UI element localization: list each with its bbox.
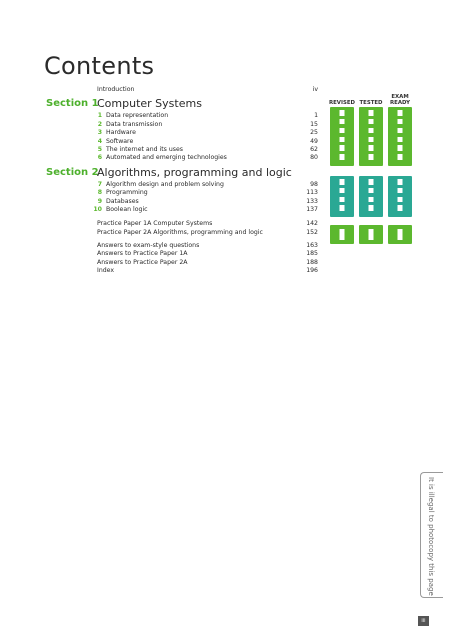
tracker-checkbox[interactable] xyxy=(340,145,345,151)
toc-row-answers-2a[interactable] xyxy=(46,259,318,267)
section-heading-1[interactable] xyxy=(46,97,318,112)
tracker-checkbox[interactable] xyxy=(398,145,403,151)
tracker-checkbox[interactable] xyxy=(369,154,374,160)
chapter-title: Boolean logic xyxy=(106,205,148,213)
tracker-checkbox[interactable] xyxy=(398,119,403,125)
tracker-column-tested-section-2 xyxy=(359,176,383,217)
tracker-checkbox[interactable] xyxy=(369,145,374,151)
toc-entry-text: Answers to Practice Paper 1A xyxy=(97,250,188,258)
tracker-checkbox[interactable] xyxy=(340,128,345,134)
chapter-number: 1 xyxy=(97,112,102,120)
table-of-contents xyxy=(46,86,318,276)
tracker-checkbox[interactable] xyxy=(340,229,345,240)
tracker-checkbox[interactable] xyxy=(398,197,403,203)
chapter-title: Software xyxy=(106,137,134,145)
tracker-checkbox[interactable] xyxy=(369,137,374,143)
chapter-title: Data representation xyxy=(106,112,169,120)
toc-entry-page: iv xyxy=(312,86,318,93)
tracker-column-revised-section-2 xyxy=(330,176,354,217)
chapter-page: 62 xyxy=(310,145,318,153)
tracker-checkbox[interactable] xyxy=(398,154,403,160)
page-title: Contents xyxy=(44,52,155,80)
tracker-checkbox[interactable] xyxy=(398,179,403,185)
tracker-checkbox[interactable] xyxy=(340,110,345,116)
toc-entry-text: Practice Paper 1A Computer Systems xyxy=(97,220,213,228)
side-tab-label: It is illegal to photocopy this page xyxy=(427,477,435,596)
chapter-number: 5 xyxy=(97,145,102,153)
chapter-page: 49 xyxy=(310,137,318,145)
chapter-page: 1 xyxy=(314,112,318,120)
section-title: Computer Systems xyxy=(97,97,202,111)
toc-row[interactable] xyxy=(46,121,318,129)
toc-row[interactable] xyxy=(46,189,318,197)
side-tab xyxy=(420,472,443,598)
tracker-header-tested: TESTED xyxy=(359,100,383,106)
section-label: Section 1 xyxy=(46,98,99,110)
toc-row[interactable] xyxy=(46,181,318,189)
toc-entry-page: 163 xyxy=(306,242,318,250)
chapter-number: 3 xyxy=(97,129,102,137)
toc-entry-text: Answers to exam-style questions xyxy=(97,242,200,250)
tracker-column-exam-ready-section-2 xyxy=(388,176,412,217)
tracker-header-revised: REVISED xyxy=(328,100,356,106)
tracker-checkbox[interactable] xyxy=(398,110,403,116)
chapter-number: 7 xyxy=(97,180,102,188)
chapter-number: 6 xyxy=(97,154,102,162)
tracker-checkbox[interactable] xyxy=(340,154,345,160)
toc-entry-text: Introduction xyxy=(97,86,135,93)
toc-row[interactable] xyxy=(46,146,318,154)
tracker-column-exam-ready-section-1 xyxy=(388,107,412,166)
toc-row-paper-2a[interactable] xyxy=(46,229,318,237)
chapter-title: Data transmission xyxy=(106,120,163,128)
chapter-page: 98 xyxy=(310,180,318,188)
section-title: Algorithms, programming and logic xyxy=(97,165,292,179)
tracker-checkbox[interactable] xyxy=(369,197,374,203)
toc-entry-page: 152 xyxy=(306,228,318,236)
tracker-checkbox[interactable] xyxy=(340,188,345,194)
tracker-checkbox[interactable] xyxy=(369,205,374,211)
toc-entry-page: 188 xyxy=(306,258,318,266)
toc-entry-page: 196 xyxy=(306,267,318,275)
toc-row[interactable] xyxy=(46,138,318,146)
chapter-number: 10 xyxy=(93,205,102,213)
tracker-header-exam-ready xyxy=(386,94,414,106)
tracker-header-ready-line: READY xyxy=(390,100,410,106)
chapter-title: Algorithm design and problem solving xyxy=(106,180,224,188)
toc-row-paper-1a[interactable] xyxy=(46,220,318,228)
section-label: Section 2 xyxy=(46,166,99,178)
chapter-number: 4 xyxy=(97,137,102,145)
toc-entry-page: 185 xyxy=(306,250,318,258)
toc-entry-page: 142 xyxy=(306,220,318,228)
tracker-checkbox[interactable] xyxy=(398,128,403,134)
tracker-checkbox[interactable] xyxy=(340,205,345,211)
tracker-checkbox[interactable] xyxy=(369,229,374,240)
toc-row-index[interactable] xyxy=(46,267,318,275)
chapter-page: 15 xyxy=(310,120,318,128)
tracker-checkbox[interactable] xyxy=(369,110,374,116)
tracker-checkbox[interactable] xyxy=(369,179,374,185)
tracker-column-tested-papers xyxy=(359,225,383,244)
chapter-title: Databases xyxy=(106,197,139,205)
page-number: iii xyxy=(418,616,429,626)
tracker-column-revised-papers xyxy=(330,225,354,244)
tracker-checkbox[interactable] xyxy=(398,137,403,143)
section-heading-2[interactable] xyxy=(46,166,318,181)
chapter-page: 137 xyxy=(306,205,318,213)
tracker-checkbox[interactable] xyxy=(398,229,403,240)
toc-row[interactable] xyxy=(46,112,318,120)
chapter-page: 25 xyxy=(310,129,318,137)
toc-row[interactable] xyxy=(46,206,318,214)
chapter-title: Hardware xyxy=(106,129,136,137)
chapter-title: Programming xyxy=(106,189,148,197)
tracker-checkbox[interactable] xyxy=(398,188,403,194)
toc-row-answers-1a[interactable] xyxy=(46,250,318,258)
chapter-number: 8 xyxy=(97,189,102,197)
tracker-checkbox[interactable] xyxy=(340,179,345,185)
tracker-checkbox[interactable] xyxy=(340,137,345,143)
toc-entry-text: Practice Paper 2A Algorithms, programming and logic xyxy=(97,228,263,236)
chapter-page: 113 xyxy=(306,189,318,197)
chapter-page: 133 xyxy=(306,197,318,205)
chapter-title: Automated and emerging technologies xyxy=(106,154,227,162)
chapter-page: 80 xyxy=(310,154,318,162)
chapter-number: 9 xyxy=(97,197,102,205)
toc-entry-text: Index xyxy=(97,267,115,275)
toc-row[interactable] xyxy=(46,129,318,137)
tracker-checkbox[interactable] xyxy=(369,119,374,125)
tracker-column-tested-section-1 xyxy=(359,107,383,166)
tracker-column-revised-section-1 xyxy=(330,107,354,166)
tracker-checkbox[interactable] xyxy=(340,119,345,125)
tracker-checkbox[interactable] xyxy=(398,205,403,211)
chapter-number: 2 xyxy=(97,120,102,128)
toc-row-answers[interactable] xyxy=(46,242,318,250)
toc-row[interactable] xyxy=(46,198,318,206)
toc-entry-text: Answers to Practice Paper 2A xyxy=(97,258,188,266)
toc-row-introduction[interactable] xyxy=(46,86,318,94)
tracker-checkbox[interactable] xyxy=(369,128,374,134)
tracker-header-exam-line: EXAM xyxy=(391,94,409,100)
tracker-checkbox[interactable] xyxy=(340,197,345,203)
tracker-checkbox[interactable] xyxy=(369,188,374,194)
chapter-title: The internet and its uses xyxy=(106,145,184,153)
toc-row[interactable] xyxy=(46,154,318,162)
tracker-column-exam-ready-papers xyxy=(388,225,412,244)
